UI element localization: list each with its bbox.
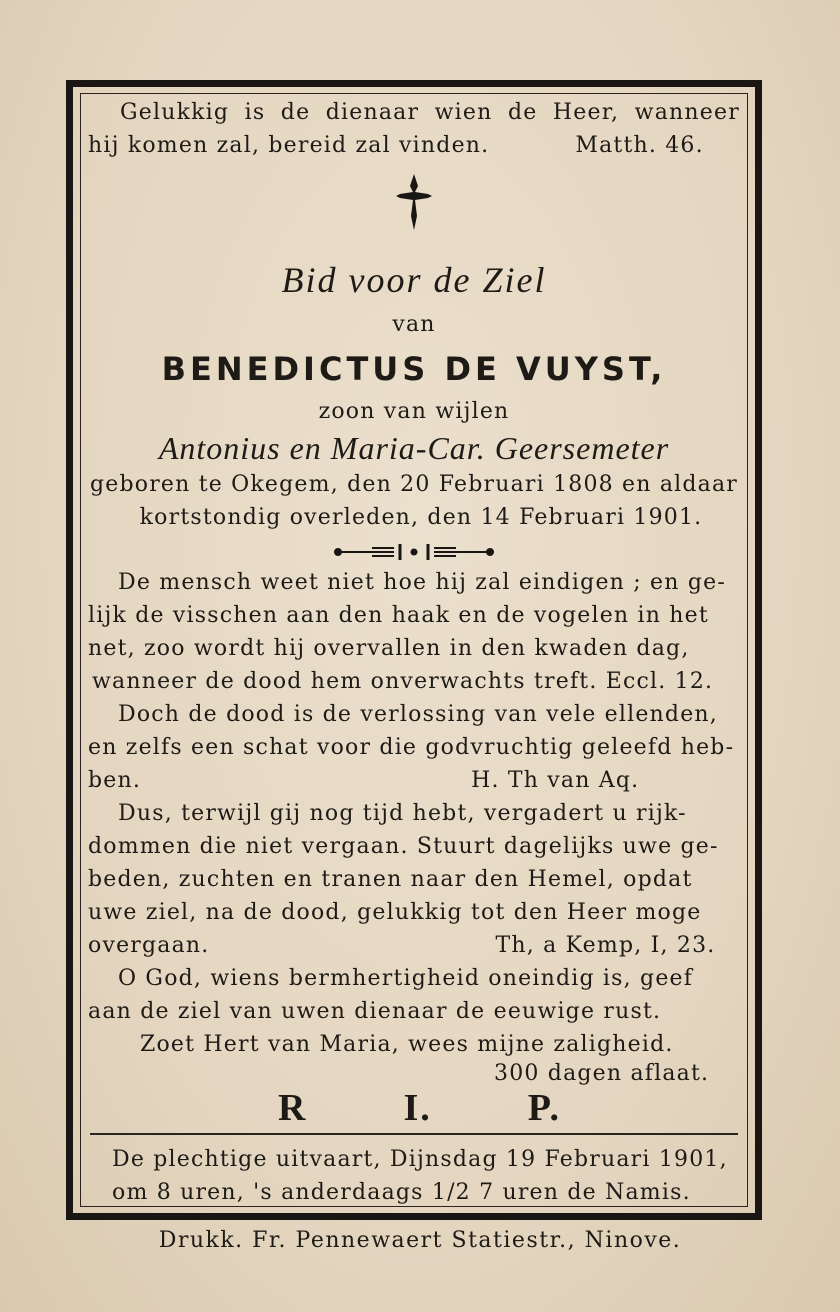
rip-r: R — [278, 1087, 308, 1129]
son-of-line: zoon van wijlen — [318, 399, 510, 424]
indulgence: 300 dagen aflaat. — [494, 1061, 710, 1086]
deceased-name: BENEDICTUS DE VUYST, — [161, 350, 667, 388]
death-line: kortstondig overleden, den 14 Februari 1901. — [139, 505, 703, 530]
printer-imprint: Drukk. Fr. Pennewaert Statiestr., Ninove. — [158, 1228, 682, 1253]
p1-line-4: wanneer de dood hem onverwachts treft. Eccl. 12. — [92, 669, 714, 694]
p3-line-2: dommen die niet vergaan. Stuurt dagelijks uwe ge- — [88, 834, 719, 859]
p4-line-2: aan de ziel van uwen dienaar de eeuwige rust. — [88, 999, 662, 1024]
funeral-line-1: De plechtige uitvaart, Dijnsdag 19 Februari 1901, — [112, 1147, 728, 1172]
p2-line-2: en zelfs een schat voor die godvruchtig geleefd heb- — [88, 735, 735, 760]
p3-citation: Th, a Kemp, I, 23. — [495, 933, 716, 958]
p2-line-1: Doch de dood is de verlossing van vele ellenden, — [118, 702, 718, 727]
p3-line-3: beden, zuchten en tranen naar den Hemel, opdat — [88, 867, 693, 892]
invocation: Zoet Hert van Maria, wees mijne zaligheid. — [140, 1032, 674, 1057]
separator-rule — [90, 1133, 738, 1135]
p3-line-4: uwe ziel, na de dood, gelukkig tot den Heer moge — [88, 900, 702, 925]
epigraph-citation: Matth. 46. — [575, 133, 704, 158]
funeral-line-2: om 8 uren, 's anderdaags 1/2 7 uren de Namis. — [112, 1180, 691, 1205]
p1-line-1: De mensch weet niet hoe hij zal eindigen ; en ge- — [118, 570, 726, 595]
p3-line-5: overgaan. Th, a Kemp, I, 23. — [88, 929, 740, 962]
epigraph-line-1: Gelukkig is de dienaar wien de Heer, wanneer — [120, 100, 740, 125]
p4-line-1: O God, wiens bermhertigheid oneindig is, geef — [118, 966, 694, 991]
p3-line-1: Dus, terwijl gij nog tijd hebt, vergadert u rijk- — [118, 801, 687, 826]
epigraph-line-2: hij komen zal, bereid zal vinden. Matth. 46. — [88, 129, 740, 162]
rip-i: I. — [403, 1087, 432, 1129]
meditation-text — [88, 566, 740, 1087]
card-content — [88, 96, 740, 1129]
p2-line-3: ben. H. Th van Aq. — [88, 764, 740, 797]
heading-van: van — [392, 312, 436, 337]
parents-names: Antonius en Maria-Car. Geersemeter — [158, 430, 670, 466]
funeral-notice — [112, 1143, 736, 1209]
epigraph — [88, 96, 740, 162]
rip — [88, 1087, 740, 1129]
p1-line-2: lijk de visschen aan den haak en de vogelen in het — [88, 603, 709, 628]
p2-citation: H. Th van Aq. — [471, 768, 640, 793]
prayer-heading: Bid voor de Ziel — [281, 260, 547, 300]
birth-line: geboren te Okegem, den 20 Februari 1808 en aldaar — [89, 472, 739, 497]
flourish-ornament — [334, 540, 494, 564]
p1-line-3: net, zoo wordt hij overvallen in den kwaden dag, — [88, 636, 690, 661]
cross-icon — [394, 172, 434, 232]
rip-p: P. — [527, 1087, 561, 1129]
